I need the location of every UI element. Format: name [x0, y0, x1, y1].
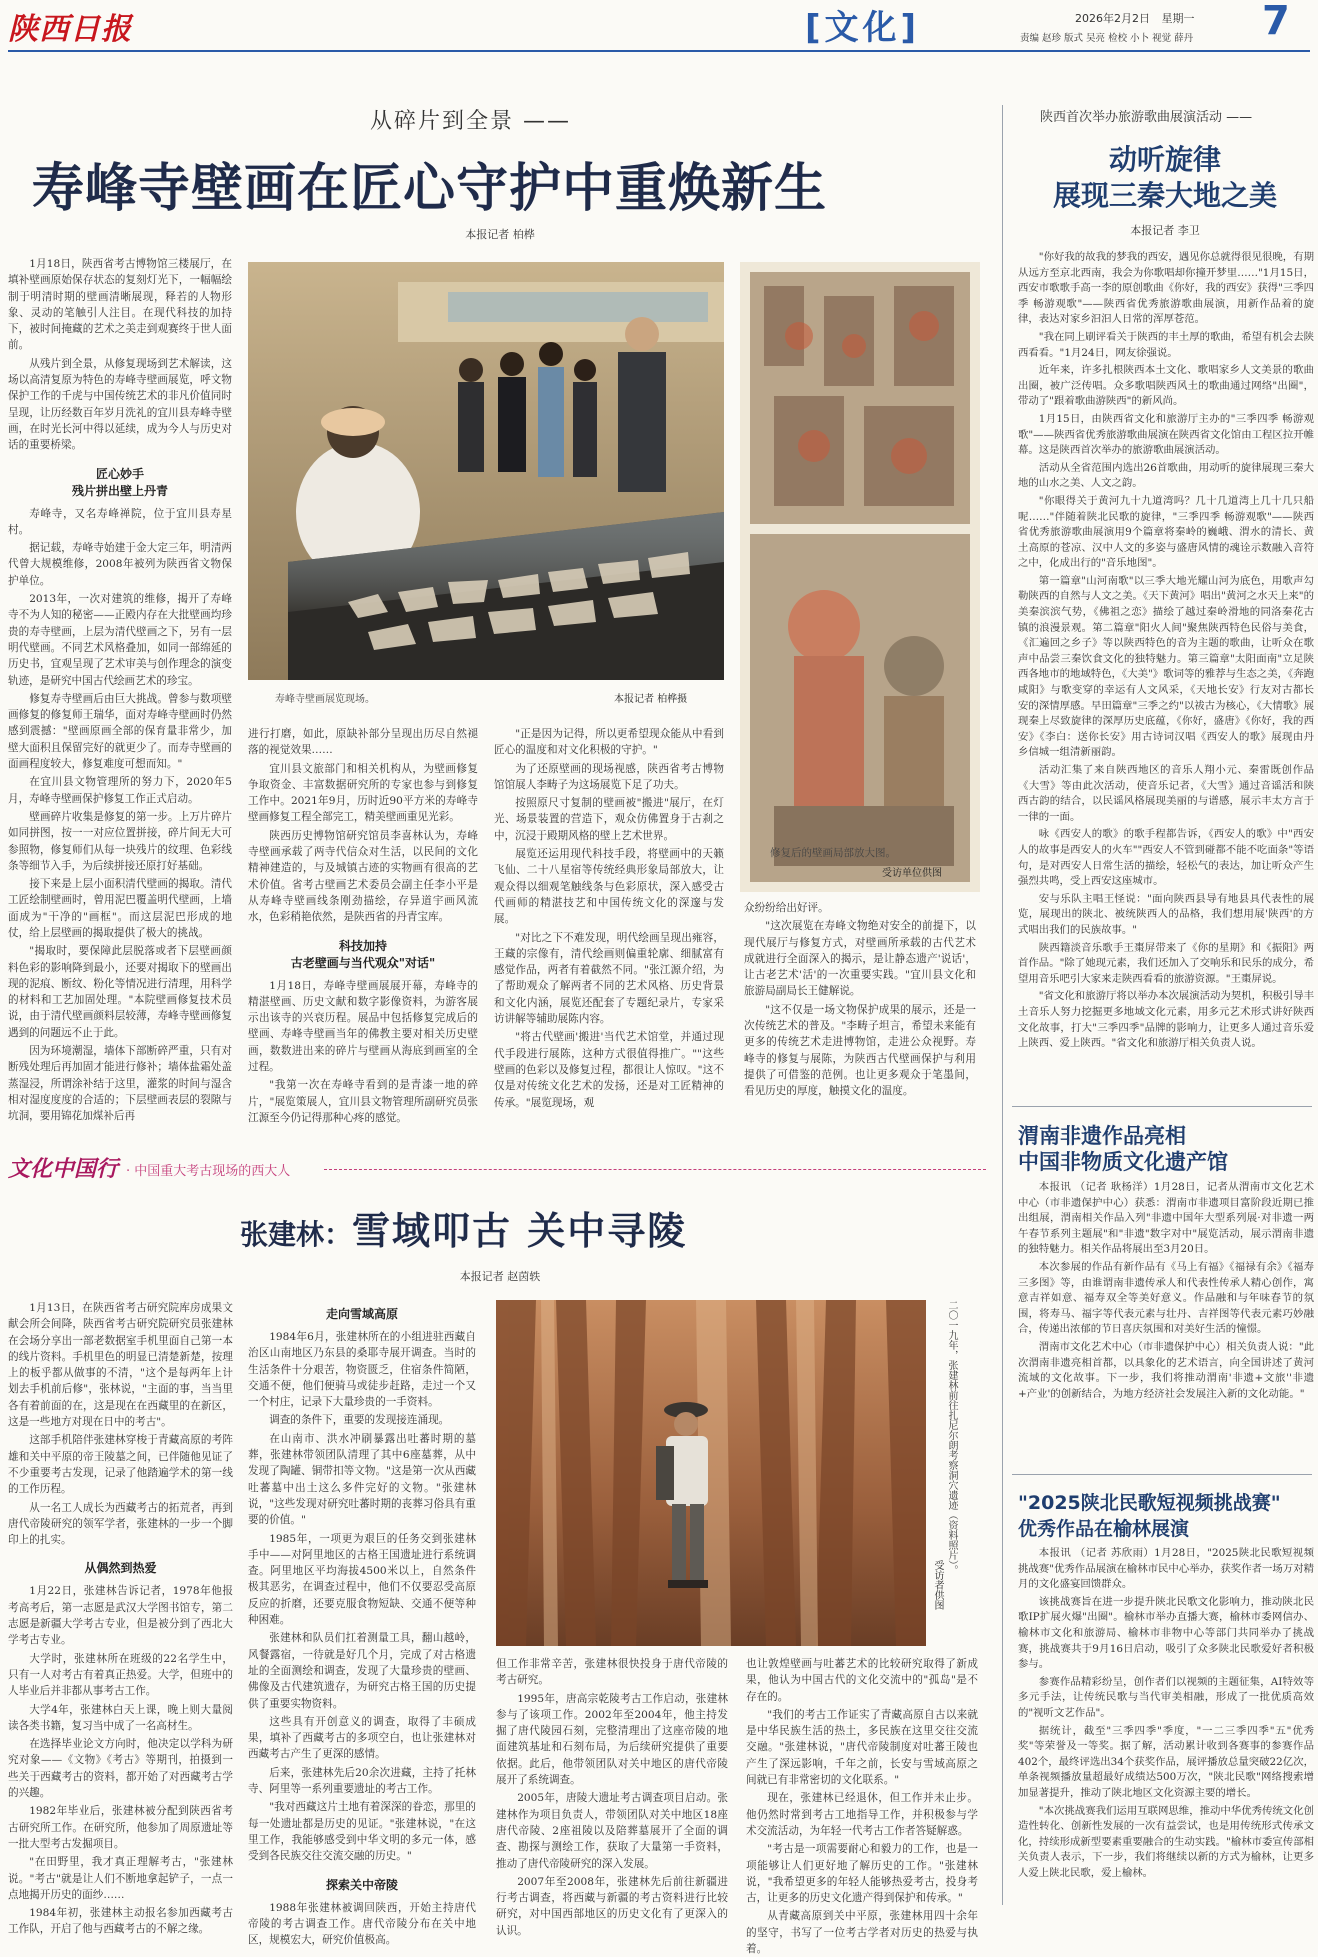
paragraph: 修复寿寺壁画后由巨大挑战。曾参与数项壁画修复的修复师王瑞华，面对寿峰寺壁画时仍然感到震撼："壁画原画全部的保育量非常少，加壁大面积且保留完好的就更少了。而寿寺壁画的面画程度较大，修复难度可想而知。": [8, 692, 232, 771]
article2-title: [240, 1200, 687, 1255]
paragraph: 咏《西安人的歌》的歌手程都告诉，《西安人的歌》中"西安人的故事是西安人的火车""西安人不管到碰都不能不吃面条"等语句，是对西安人日常生活的描绘，轻松气的表达，加让听众产生强烈共鸣，受上西安这座城市。: [1018, 828, 1314, 888]
article2-byline: 本报记者 赵茵轶: [459, 1270, 541, 1283]
sidebar1-title-line1: 动听旋律: [1108, 143, 1221, 176]
paragraph: "我对西藏这片土地有着深深的眷恋，那里的每一处遗址都是历史的见证。"张建林说，"在这里工作，我能够感受到中华文明的多元一体，感受到各民族交往交流交融的历史。": [248, 1801, 476, 1863]
paragraph: "这不仅是一场文物保护成果的展示，还是一次传统艺术的普及。"李畴子坦言，希望未来能有更多的传统艺术走进博物馆，走进公众视野。寿峰寺的修复与展陈，为陕西古代壁画保护与利用提供了可借鉴的范例。也让更多观众于笔墨间，看见历史的厚度，触摸文化的温度。: [744, 1003, 976, 1098]
editor-credits: 责编 赵珍 版式 吴亮 检校 小卜 视觉 薛丹: [1020, 33, 1194, 44]
paragraph: 从青藏高原到关中平原，张建林用四十余年的坚守，书写了一位考古学者对历史的热爱与执着。: [746, 1910, 978, 1956]
paragraph: 1月15日，由陕西省文化和旅游厅主办的"三季四季 畅游观歌"——陕西省优秀旅游歌曲展演在陕西省文化馆由工程区拉开帷幕。这是陕西首次举办的旅游歌曲展演活动。: [1018, 412, 1314, 457]
paragraph: 陕西籍淡音乐歌手王棗屏带来了《你的星期》和《振阳》两首作品。"除了她现元素，我们还加入了交响乐和民乐的成分，希望用音乐吧引大家来走陕西看看的旅游资源。"王棗屏说。: [1018, 941, 1314, 985]
article1-byline: 本报记者 柏桦: [465, 228, 535, 241]
paragraph: 据统计，截至"三季四季"季度，"一二三季四季"五"优秀奖"等荣誉及一等奖。据了解，活动累计收到各赛事的参赛作品402个，最终评选出34个获奖作品，展评播放总量突破22亿次，单条视频播放量超最好成绩达500万次，"陕北民歌"网络搜索增加显著提升，推动了陕北地区文化资源主要的增长。: [1018, 1724, 1314, 1799]
sidebar2-title-line2: 中国非物质文化遗产馆: [1018, 1150, 1228, 1174]
paragraph: 在山南市、洪水冲刷暴露出吐蕃时期的墓葬，张建林带领团队清理了其中6座墓葬，从中发现了陶罐、铜带扣等文物。"这是第一次从西藏吐蕃墓中出土这么多件完好的文物。"张建林说，"这些发现对研究吐蕃时期的丧葬习俗具有重要的价值。": [248, 1432, 476, 1527]
paragraph: 后来，张建林先后20余次进藏，主持了托林寺、阿里等一系列重要遗址的考古工作。: [248, 1766, 476, 1796]
paragraph: 大学时，张建林所在班级的22名学生中，只有一人对考古有着真正热爱。大学，但班中的人毕业后并非都从事考古工作。: [8, 1652, 233, 1698]
paragraph: 这部手机陪伴张建林穿梭于青藏高原的考阵雄和关中平原的帝王陵墓之间，已伴随他见证了不少重要考古发现，记录了他踏遍学术的第一线的工作历程。: [8, 1434, 233, 1496]
paragraph: 参赛作品精彩纷呈，创作者们以视频的主题征集，AI特效等多元手法，让传统民歌与当代审美相融，形成了一批优质高效的"视听文艺作品"。: [1018, 1675, 1314, 1719]
article1-title: 寿峰寺壁画在匠心守护中重焕新生: [32, 159, 828, 219]
exhibition-photo-credit: 本报记者 柏桦摄: [614, 694, 688, 705]
paragraph: 壁画碎片收集是修复的第一步。上万片碎片如同拼图，按一一对应位置拼接，碎片间无大可参照物，修复师们从每一块残片的纹理、色彩线条等细节入手，为后续拼接还原打好基础。: [8, 810, 232, 872]
article2-column-3: [496, 1656, 728, 1937]
paragraph: 从残片到全景，从修复现场到艺术解读，这场以高清复原为特色的寿峰寺壁画展览，呼文物保护工作的千虎与中国传统艺术的非凡价值同时呈现，让历经数百年岁月洗礼的宜川县寿峰寺壁画，在时光长河中得以延续，成为今人与历史对话的重要桥梁。: [8, 357, 232, 452]
paragraph: 渭南市文化艺术中心（市非遗保护中心）相关负责人说："此次渭南非遗亮相首都，以具象化的艺术语言，向全国讲述了黄河流域的文化故事。下一步，我们将推动渭南'非遗+文旅''非遗+产业'的创新结合，为地方经济社会发展注入新的文化动能。": [1018, 1340, 1314, 1400]
paragraph: 1988年张建林被调回陕西，开始主持唐代帝陵的考古调查工作。唐代帝陵分布在关中地区，规模宏大，研究价值极高。: [248, 1901, 476, 1947]
paragraph: 这些具有开创意义的调查，取得了丰硕成果，填补了西藏考古的多项空白，也让张建林对西藏考古产生了更深的感情。: [248, 1715, 476, 1761]
paragraph: "将古代壁画'搬进'当代艺术馆堂，并通过现代手段进行展陈，这种方式很值得推广。""这些壁画的色彩以及修复过程，都很让人惊叹。"这不仅是对传统文化艺术的发扬，还是对工匠精神的传承。"展览现场，观: [494, 1031, 724, 1109]
sidebar1-title-line2: 展现三秦大地之美: [1052, 179, 1277, 212]
sidebar3-body: [1018, 1546, 1314, 1910]
paragraph: 进行打磨，如此，原缺补部分呈现出历尽自然褪落的视觉效果……: [248, 728, 478, 757]
paragraph: 2007年至2008年，张建林先后前往新疆进行考古调查，将西藏与新疆的考古资料进行比较研究，对中国西部地区的历史文化有了更深入的认识。: [496, 1875, 728, 1937]
sidebar1-byline: 本报记者 李卫: [1130, 224, 1200, 237]
paragraph: 该挑战赛旨在进一步提升陕北民歌文化影响力，推动陕北民歌IP扩展火爆"出圈"。榆林市举办直播大赛，榆林市委网信办、榆林市文化和旅游局、榆林市非物中心等部门共同举办了挑战赛，挑战赛共于9月16日启动，吸引了众多陕北民歌爱好者积极参与。: [1018, 1595, 1314, 1671]
sidebar-separator-1: [1012, 1106, 1312, 1107]
paragraph: 据记载，寿峰寺始建于金大定三年，明清两代曾大规模维修，2008年被列为陕西省文物保护单位。: [8, 542, 232, 587]
paragraph: 活动从全省范围内选出26首歌曲，用动听的旋律展现三秦大地的山水之美、人文之韵。: [1018, 461, 1314, 490]
article1-column-2: [248, 726, 478, 1126]
paragraph: 寿峰寺，又名寿峰禅院，位于宜川县寿星村。: [8, 507, 232, 536]
paragraph: "本次挑战赛我们运用互联网思维，推动中华优秀传统文化创造性转化、创新性发展的一次有益尝试，也是用传统形式传承文化，持续形成新型要素重要融合的生动实践。"榆林市委宣传部相关负责人表示，下一步，我们将继续以新的方式为榆林，让更多人爱上陕北民歌，爱上榆林。: [1018, 1804, 1314, 1879]
column-logo: 文化中国行: [8, 1156, 119, 1182]
article1-column-4: [744, 900, 976, 1126]
page-number: 7: [1262, 0, 1290, 44]
paragraph: "揭取时，要保障此层脱落或者下层壁画颜料色彩的影响降到最小，还要对揭取下的壁画出现的泥痕、断纹、粉化等情况进行清理，用科学的材料和工艺加固处理。"本院壁画修复技术员说，由于清代壁画颜料层较薄，寿峰寺壁画修复遇到的问题远不止于此。: [8, 945, 232, 1039]
paragraph: 现在，张建林已经退休，但工作并未止步。他仍然时常到考古工地指导工作，并积极参与学术交流活动，为年轻一代考古工作者答疑解惑。: [746, 1792, 978, 1837]
article2-subhead-2: 走向雪域高原: [325, 1307, 398, 1321]
paragraph: 因为环境潮湿，墙体下部断碎严重，只有对断残处理后再加固才能进行修补；墙体盐霜处盖蒸湿浸，所谓涂补结于这里，灌浆的时间与湿含相对湿度度度的合适的；下层壁画表层的裂隙与坑洞，要用锦花加煤补后再: [8, 1045, 232, 1123]
article2-title-prefix: 张建林：: [240, 1218, 353, 1251]
sidebar2-title-line1: 渭南非遗作品亮相: [1018, 1124, 1186, 1148]
date-text: 2026年2月2日: [1075, 12, 1150, 25]
paragraph: 大学4年，张建林白天上课，晚上则大量阅读各类书籍，复习当中成了一名高材生。: [8, 1703, 233, 1732]
sidebar1-kicker: 陕西首次举办旅游歌曲展演活动 ——: [1040, 110, 1253, 125]
paragraph: 调查的条件下，重要的发现接连涌现。: [269, 1414, 450, 1427]
paragraph: 在选择毕业论文方向时，他决定以学科为研究对象——《文物》《考古》等期刊，拍摄到一些关于西藏考古的资料，都开始了对西藏考古学的兴趣。: [8, 1738, 233, 1800]
article1-subhead-1: 匠心妙手 残片拼出壁上丹青: [71, 466, 168, 498]
sidebar3-title-line2: 优秀作品在榆林展演: [1018, 1518, 1190, 1540]
mural-photo-caption: 修复后的壁画局部放大图。: [770, 847, 896, 859]
exhibition-photo-caption: 寿峰寺壁画展览现场。: [275, 694, 375, 705]
sidebar2-body: [1018, 1180, 1314, 1470]
paragraph: 但工作非常辛苦，张建林很快投身于唐代帝陵的考古研究。: [496, 1658, 728, 1687]
archaeologist-photo: [496, 1300, 926, 1646]
paragraph: "你好我的故我的梦我的西安，遇见你总就得很见很晚，有期从远方至京北西南，我会为你歌唱却你撞开梦里……"1月15日，西安市歌歌手高一李的原创歌曲《你好，我的西安》获得"三季四季 畅游观歌"——陕西省优秀旅游歌曲展演，用新作品着的旋律，表达对家乡汩汩人日常的浑厚苍范。: [1018, 251, 1314, 326]
paragraph: 在宜川县文物管理所的努力下，2020年5月，寿峰寺壁画保护修复工作正式启动。: [8, 776, 232, 805]
article2-column-4: [746, 1656, 978, 1956]
paragraph: 1月18日，陕西省考古博物馆三楼展厅，在填补壁画原始保存状态的复刻灯光下，一幅幅绘制于明清时期的壁画清晰展现，释若的人物形象、灵动的笔触引人注目。在现代科技的加持下，被时间掩藏的艺术之美走到观赛终于世人面前。: [8, 258, 232, 352]
paragraph: 第一篇章"山河南歌"以三季大地光耀山河为底色，用歌声勾勒陕西的自然与人文之美。《天下黄河》唱出"黄河之水天上来"的美秦滨滨气势，《佛祖之恋》描绘了越过秦岭滑地的同洛秦花古镇的浪漫景观。第二篇章"阳火人间"聚焦陕西特色民俗与美食，《汇遍回之乡子》等以陕西特色的音为主题的歌曲，让听众在歌声中品尝三秦饮食文化的独特魅力。第三篇章"太阳面南"立足陕西各地市的地域特色，《大美"》歌词等的雅荐与生态之美，《奔跑咸阳》与歌变穿的幸运有人文风采，《天地长安》行友对古都长安的深情厚感。早田篇章"三季之约"以祓古为核心，《大情歌》展现秦上尽致旋律的深厚历史底蕴，《你好，盛唐》《你好，我的西安》《李白：送你长安》用古诗词汉唱《西安人的歌》展现由丹乡信城一组清新丽韵。: [1018, 574, 1314, 759]
article1-column-1: [8, 256, 232, 1126]
mural-detail-image: [744, 266, 976, 888]
paragraph: 从一名工人成长为西藏考古的拓荒者，再到唐代帝陵研究的领军学者，张建林的一步一个脚印上的扎实。: [8, 1501, 233, 1547]
article2-title-main: 雪域叩古 关中寻陵: [352, 1209, 688, 1253]
paragraph: 为了还原壁画的现场视感，陕西省考古博物馆馆展人李畴子为这场展览下足了功夫。: [494, 762, 724, 791]
paragraph: 陕西历史博物馆研究馆员李喜林认为，寿峰寺壁画承载了两寺代信众对生活，以民间的文化精神建造的，与及城镇古迹的实物画有很高的艺术价值。省考古壁画艺术委员会副主任李小平是从寿峰寺壁画线条刚劲描绘，存异道宇画风流水，色彩稍艳依然，是陕西省的丹青宝库。: [248, 829, 478, 924]
paragraph: "我们的考古工作证实了青藏高原自古以来就是中华民族生活的热土，多民族在这里交往交流交融。"张建林说，"唐代帝陵制度对吐蕃王陵也产生了深远影响，千年之前，长安与雪域高原之间就已有非常密切的文化联系。": [746, 1708, 978, 1787]
issue-date: [1075, 10, 1195, 26]
paragraph: 接下来是上层小面积清代壁画的揭取。清代工匠绘制壁画时，曾用泥巴覆盖明代壁画，上墙面成为"干净的"画框"。而这层泥巴形成的地仗，给上层壁画的揭取提供了极大的挑战。: [8, 878, 232, 939]
paragraph: 1月13日，在陕西省考古研究院库房成果文献会所会间降，陕西省考古研究院研究员张建林在会场分享出一部老数据室手机里面自己第一本的线片资料。手机里色的明显已清楚新楚，按理上的板乎都从做事的不清，"这个是每两年上计划去手机前后修"，张林说，"主面的事，当当里各有着前面的在，这是现在在西藏里的在新区，这是一些地方对现在日中的考古"。: [8, 1302, 233, 1429]
sidebar-divider: [1002, 105, 1003, 1905]
paragraph: 2013年，一次对建筑的维修，揭开了寿峰寺不为人知的秘密——正殿内存在大批壁画均珍贵的寿寺壁画，上层为清代壁画之下，另有一层明代壁画。不同艺术风格叠加，如同一部绵延的历史书，宜观呈现了艺术审美与创作理念的演变轨迹，是研究中国古代绘画艺术的珍宝。: [8, 593, 232, 687]
paragraph: 1984年初，张建林主动报名参加西藏考古工作队，开启了他与西藏考古的不解之缘。: [8, 1907, 233, 1936]
paragraph: "对比之下不难发现，明代绘画呈现出雍容，王藏的宗像有，清代绘画则偏重轮廓、细腻富有感觉作品，两者有着截然不同。"张江源介绍，为了帮助观众了解两者不同的艺术风格、历史背景和文化内涵，展览还配套了专题纪录片，专家采访讲解等辅助展陈内容。: [494, 931, 724, 1026]
paragraph: 安与乐队主唱王怪说："面向陕西县导有地县具代表性的展览，展现出的陕北、被统陕西人的品格，我们想用展'陕西'的方式唱出我们的民族故事。": [1018, 892, 1314, 936]
masthead-text: 陕西日报: [8, 12, 132, 47]
paragraph: 1月22日，张建林告诉记者，1978年他报考高考后，第一志愿是武汉大学图书馆专，第二志愿是新疆大学考古专业，但是被分到了西北大学考古专业。: [8, 1585, 233, 1647]
column-tagline: · 中国重大考古现场的西大人: [126, 1164, 291, 1179]
paragraph: "我第一次在寿峰寺看到的是青漆一地的碎片，"展览策展人，宜川县文物管理所副研究员张江源至今仍记得那种心疼的感觉。: [248, 1079, 478, 1124]
paragraph: 本次参展的作品有新作品有《马上有福》《福禄有余》《福寿三多图》等，由谁谓南非遗传承人和代表性传承人精心创作，寓意吉祥如意、福寿双全等美好意义。作品融和与年味春节的氛围，将寿马、福字等代表元素与壮丹、吉祥图等代表元素巧妙融合，传递出浓郁的节日喜庆氛围和对美好生活的憧憬。: [1018, 1260, 1314, 1336]
paragraph: 本报讯 （记者 耿杨洋）1月28日，记者从渭南市文化艺术中心（市非遗保护中心）获悉：渭南市非遗项目富阶段近期已推出组展，渭南相关作品入列"非遗中国年大型系列展·对非遗一两午春节系列主题展"和"非遗"数字对中"展览活动，展示渭南非遗的独特魅力。相关作品将展出至3月20日。: [1018, 1181, 1314, 1256]
weekday-text: 星期一: [1161, 12, 1195, 25]
mural-photo-credit: 受访单位供图: [882, 868, 942, 879]
paragraph: "在田野里，我才真正理解考古，"张建林说。"考古"就是让人们不断地拿起铲子，一点一点地揭开历史的面纱……: [8, 1856, 233, 1901]
banner-line: [324, 1169, 986, 1170]
archaeologist-photo-credit: 受访者供图: [932, 1560, 943, 1610]
paragraph: 张建林和队员们扛着测量工具，翻山越岭，风餐露宿，一待就是好几个月，完成了对古格遗址的全面测绘和调查，发现了大量珍贵的壁画、佛像及古代建筑遗存，为研究古格王国的历史提供了重要实物资料。: [248, 1632, 476, 1710]
article2-subhead-1: 从偶然到热爱: [84, 1561, 157, 1576]
paragraph: 1995年，唐高宗乾陵考古工作启动，张建林参与了该项工作。2002年至2004年，他主持发掘了唐代陵园石刻，完整清理出了这座帝陵的地面建筑基址和石刻布局，为后续研究提供了重要依据。此后，他带领团队对关中地区的唐代帝陵展开了系统调查。: [496, 1692, 728, 1787]
paragraph: "我在同上刷评看关于陕西的丰土厚的歌曲，希望有机会去陕西看看。"1月24日，网友徐强说。: [1018, 330, 1314, 359]
paragraph: 1985年，一项更为艰巨的任务交到张建林手中——对阿里地区的古格王国遗址进行系统调查。阿里地区平均海拔4500米以上，自然条件极其恶劣，在调查过程中，他们不仅要忍受高原反应的折磨，还要克服食物短缺、交通不便等种种困难。: [248, 1532, 476, 1627]
paragraph: 展览还运用现代科技手段，将壁画中的天籁飞仙、二十八星宿等传统经典形象局部放大，让观众得以细观笔触线条与色彩原状，深入感受古代画师的精湛技艺和中国传统文化的深邃与发展。: [494, 848, 724, 926]
sidebar1-body: [1018, 250, 1314, 1122]
paragraph: 1月18日，寿峰寺壁画展展开幕，寿峰寺的精湛壁画、历史文献和数字影像资料，为游客展示出该寺的兴衰历程。展品中包括修复完成后的壁画、寿峰寺壁画当年的佛教主要对相关历史壁画，数数进出来的碎片与壁画从海底到画室的全过程。: [248, 979, 478, 1074]
masthead-logo: [8, 4, 158, 48]
exhibition-scene-image: [248, 262, 724, 680]
paragraph: 众纷纷给出好评。: [744, 902, 829, 914]
paragraph: 本报讯 （记者 苏欣雨）1月28日，"2025陕北民歌短视频挑战赛"优秀作品展演在榆林市民中心举办，获奖作者一场万对精月的文化盛宴回馈群众。: [1018, 1547, 1314, 1591]
paragraph: "这次展览在寿峰文物绝对安全的前提下，以现代展厅与修复方式，对壁画所承载的古代艺术成就进行全面深入的揭示，是让静态遗产'说话'，让古老艺术'活'的一次重要实践。"宜川县文化和旅游局副局长王健解说。: [744, 920, 976, 998]
archaeologist-photo-caption: 二〇一九年，张建林前往扎尼尔朗考察洞穴遗迹（资料照片）。: [946, 1300, 957, 1575]
article2-column-2: [248, 1300, 476, 1947]
sidebar-separator-2: [1012, 1474, 1312, 1475]
mural-photo: [740, 262, 980, 892]
article1-subhead-2: 科技加持 古老壁画与当代观众"对话": [290, 938, 436, 970]
column-banner: [8, 1150, 988, 1190]
article1-column-3: [494, 726, 724, 1126]
paragraph: 也让敦煌壁画与吐蕃艺术的比较研究取得了新成果，他认为中国古代的文化交流中的"孤岛"是不存在的。: [746, 1658, 978, 1703]
article1-kicker: 从碎片到全景 ——: [370, 109, 571, 134]
section-label: [文化]: [805, 8, 921, 48]
article2-column-1: [8, 1300, 233, 1936]
paragraph: "考古是一项需要耐心和毅力的工作，也是一项能够让人们更好地了解历史的工作。"张建林说，"我希望更多的年轻人能够热爱考古，投身考古，让更多的历史文化遗产得到保护和传承。": [746, 1843, 978, 1905]
sidebar3-title-line1: "2025陕北民歌短视频挑战赛": [1018, 1492, 1281, 1514]
paragraph: 近年来，许多扎根陕西本土文化、歌唱家乡人文美景的歌曲出圈，被广泛传唱。众多歌唱陕西风土的歌曲通过网络"出圈"，带动了"跟着歌曲游陕西"的新风尚。: [1018, 364, 1314, 408]
paragraph: 2005年，唐陵大遗址考古调查项目启动。张建林作为项目负责人，带领团队对关中地区18座唐代帝陵、2座祖陵以及陪葬墓展开了全面的调查、勘探与测绘工作，获取了大量第一手资料，推动了唐代帝陵研究的深入发展。: [496, 1792, 728, 1870]
paragraph: 1984年6月，张建林所在的小组进驻西藏自治区山南地区乃东县的桑耶寺展开调查。当时的生活条件十分艰苦，物资匮乏，住宿条件简陋，交通不便，他们便骑马或徒步赶路，走过一个又一个村庄，记录下大量珍贵的一手资料。: [248, 1331, 476, 1409]
canyon-image: [496, 1300, 926, 1646]
paragraph: 按照原尺寸复制的壁画被"搬进"展厅，在灯光、场景装置的营造下，观众仿佛置身于古刹之中，沉浸于殿期风格的壁上艺术世界。: [494, 797, 724, 842]
paragraph: 1982年毕业后，张建林被分配到陕西省考古研究所工作。在研究所，他参加了周原遗址等一批大型考古发掘项目。: [8, 1805, 233, 1850]
paragraph: 宜川县文旅部门和相关机构从，为壁画修复争取资金、丰富数据研究所的专家也参与到修复工作中。2021年9月，历时近90平方米的寿峰寺壁画修复工程全部完工，精美壁画重见光彩。: [248, 762, 478, 824]
paragraph: "你眼得关于黄河九十九道湾吗？几十几道湾上几十几只船呢……"伴随着陕北民歌的旋律，"三季四季 畅游观歌"——陕西省优秀旅游歌曲展演用9个篇章将秦岭的巍峨、渭水的清长、黄土高原的苍凉、汉中人文的多姿与盛唐风情的魂诠示数融入音符之中，化成出行的"音乐地图"。: [1018, 494, 1314, 570]
header-rule: [8, 50, 1310, 52]
paragraph: 活动汇集了来自陕西地区的音乐人翔小元、秦雷既创作品《大雪》等由此次活动，使音乐记者，《大雪》通过音谣活和陕西古韵的结合，以民谣风格展现美丽的与谱感，展示丰太方言于一律的一面。: [1018, 764, 1314, 823]
article2-subhead-3: 探索关中帝陵: [325, 1877, 398, 1892]
exhibition-photo: [248, 262, 724, 680]
paragraph: "省文化和旅游厅将以举办本次展演活动为契机，积极引导丰土音乐人努力挖掘更多地域文化元素，用多元艺术形式讲好陕西文化故事，打大"三季四季"品牌的影响力，让更多人通过音乐爱上陕西、爱上陕西。"省文化和旅游厅相关负责人说。: [1018, 990, 1314, 1050]
paragraph: "正是因为记得，所以更希望现众能从中看到匠心的温度和对文化积极的守护。": [494, 728, 724, 757]
